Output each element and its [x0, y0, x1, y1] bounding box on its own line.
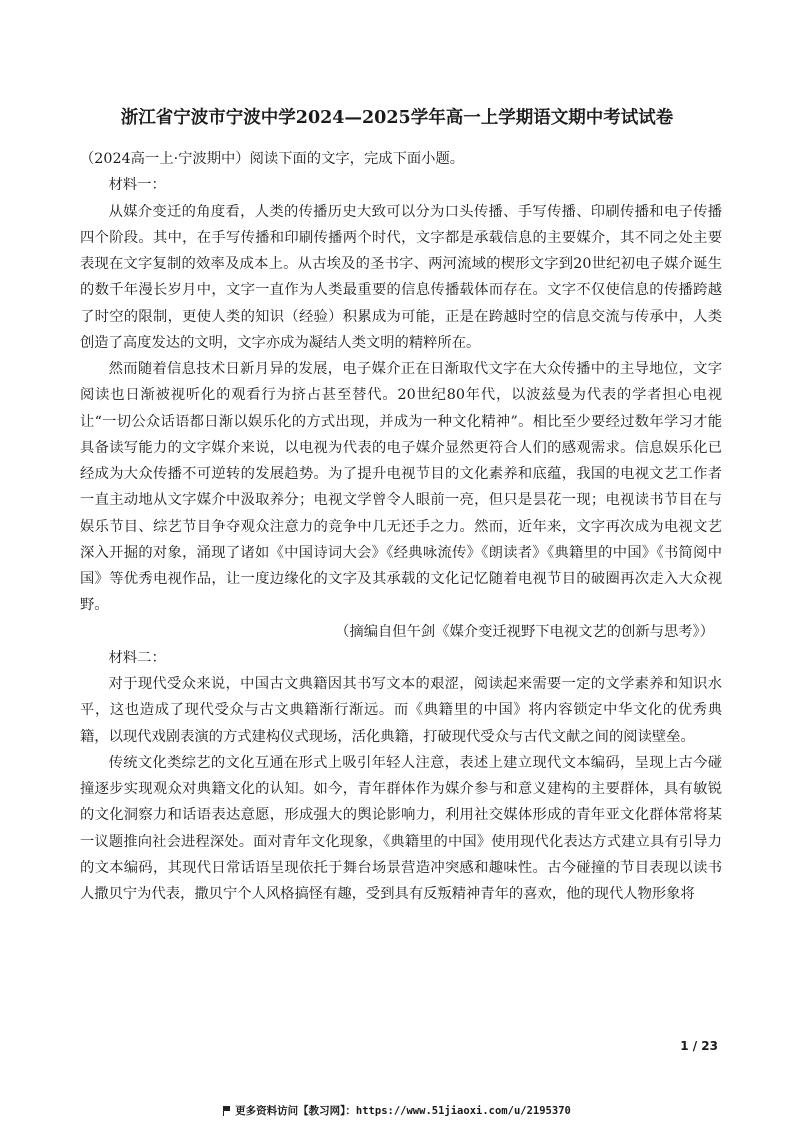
- material1-source: （摘编自但午剑《媒介变迁视野下电视文艺的创新与思考》）: [335, 623, 714, 640]
- page-number: 1 / 23: [680, 1039, 718, 1053]
- material1-paragraph-2: 然而随着信息技术日新月异的发展，电子媒介正在日渐取代文字在大众传播中的主导地位，文字阅读也日渐被视听化的观看行为挤占甚至替代。20世纪80年代，以波兹曼为代表的学者担心电视让“一切公众话语都日渐以娱乐化的方式出现，并成为一种文化精神”。相比至少要经过数年学习才能具备读写能力的文字媒介来说，以电视为代表的电子媒介显然更符合人们的感观需求。信息娱乐化已经成为大众传播不可逆转的发展趋势。为了提升电视节目的文化素养和底蕴，我国的电视文艺工作者一直主动地从文字媒介中汲取养分；电视文学曾令人眼前一亮，但只是昙花一现；电视读书节目在与娱乐节目、综艺节目争夺观众注意力的竞争中几无还手之力。然而，近年来，文字再次成为电视文艺深入开掘的对象，涌现了诸如《中国诗词大会》《经典咏流传》《朗读者》《典籍里的中国》《书简阅中国》等优秀电视作品，让一度边缘化的文字及其承载的文化记忆随着电视节目的破圈再次走入大众视野。: [80, 361, 722, 614]
- intro-line: （2024高一上·宁波期中）阅读下面的文字，完成下面小题。: [80, 151, 465, 167]
- footer-link[interactable]: 更多资料访问【教习网】：https://www.51jiaoxi.com/u/2195370: [235, 1105, 571, 1117]
- document-title: 浙江省宁波市宁波中学2024—2025学年高一上学期语文期中考试试卷: [120, 108, 674, 128]
- footer-banner[interactable]: [0, 1103, 794, 1118]
- document-body: [80, 146, 722, 907]
- material1-label: 材料一：: [108, 177, 166, 194]
- material2-label: 材料二：: [108, 649, 166, 666]
- material2-paragraph-1: 对于现代受众来说，中国古文典籍因其书写文本的艰涩，阅读起来需要一定的文学素养和知识水平，这也造成了现代受众与古文典籍渐行渐远。而《典籍里的中国》将内容锁定中华文化的优秀典籍，以现代戏剧表演的方式建构仪式现场，活化典籍，打破现代受众与古代文献之间的阅读壁垒。: [80, 676, 722, 745]
- flag-icon: [223, 1106, 231, 1115]
- material2-paragraph-2: 传统文化类综艺的文化互通在形式上吸引年轻人注意，表述上建立现代文本编码，呈现上古今碰撞逐步实现观众对典籍文化的认知。如今，青年群体作为媒介参与和意义建构的主要群体，具有敏锐的文化洞察力和话语表达意愿，形成强大的舆论影响力，利用社交媒体形成的青年亚文化群体常将某一议题推向社会进程深处。面对青年文化现象，《典籍里的中国》使用现代化表达方式建立具有引导力的文本编码，其现代日常话语呈现依托于舞台场景营造冲突感和趣味性。古今碰撞的节目表现以读书人撒贝宁为代表，撒贝宁个人风格搞怪有趣，受到具有反叛精神青年的喜欢，他的现代人物形象将: [80, 754, 722, 902]
- material1-paragraph-1: 从媒介变迁的角度看，人类的传播历史大致可以分为口头传播、手写传播、印刷传播和电子传播四个阶段。其中，在手写传播和印刷传播两个时代，文字都是承载信息的主要媒介，其不同之处主要表现在文字复制的效率及成本上。从古埃及的圣书字、两河流域的楔形文字到20世纪初电子媒介诞生的数千年漫长岁月中，文字一直作为人类最重要的信息传播载体而存在。文字不仅使信息的传播跨越了时空的限制，更使人类的知识（经验）积累成为可能，正是在跨越时空的信息交流与传承中，人类创造了高度发达的文明，文字亦成为凝结人类文明的精粹所在。: [80, 203, 722, 351]
